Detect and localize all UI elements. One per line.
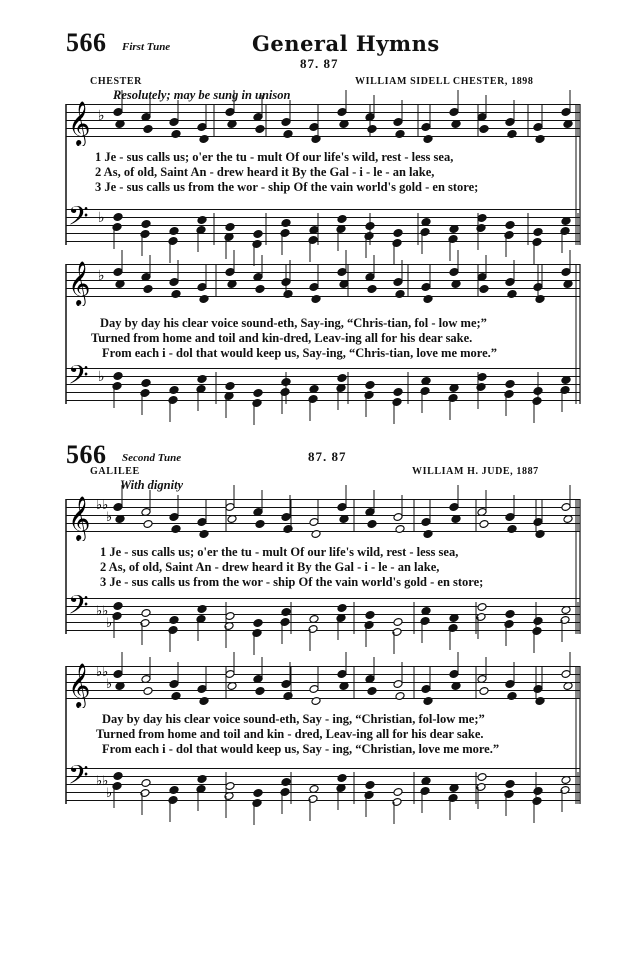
music-notation bbox=[66, 589, 582, 641]
music-notation bbox=[66, 658, 582, 708]
svg-text:♭: ♭ bbox=[98, 210, 105, 226]
music-notation bbox=[66, 256, 582, 306]
svg-text:𝄞: 𝄞 bbox=[68, 663, 91, 707]
verse-line: 2 As, of old, Saint An - drew heard it By the Gal - i - le - an lake, bbox=[95, 165, 435, 179]
composer-2: WILLIAM H. JUDE, 1887 bbox=[412, 466, 539, 477]
verse-line: From each i - dol that would keep us, Say - ing, “Christian, love me more.” bbox=[102, 742, 500, 756]
verse-line: 3 Je - sus calls us from the wor - ship Of the vain world's gold - en store; bbox=[100, 575, 484, 589]
music-notation bbox=[66, 96, 582, 146]
svg-text:♭♭: ♭♭ bbox=[96, 665, 109, 680]
music-notation bbox=[66, 759, 582, 811]
composer-1: WILLIAM SIDELL CHESTER, 1898 bbox=[355, 76, 534, 87]
page-title: General Hymns bbox=[252, 31, 440, 56]
svg-text:𝄞: 𝄞 bbox=[68, 261, 91, 305]
svg-text:♭♭: ♭♭ bbox=[96, 604, 109, 619]
svg-text:♭: ♭ bbox=[106, 510, 113, 525]
svg-text:𝄞: 𝄞 bbox=[68, 496, 91, 540]
meter-1: 87. 87 bbox=[300, 56, 339, 71]
tune-name-2: GALILEE bbox=[90, 466, 140, 477]
svg-text:𝄢: 𝄢 bbox=[68, 359, 89, 397]
music-notation bbox=[66, 200, 582, 252]
svg-text:𝄢: 𝄢 bbox=[68, 759, 89, 797]
verse-line: 2 As, of old, Saint An - drew heard it By the Gal - i - le - an lake, bbox=[100, 560, 440, 574]
music-notation bbox=[66, 359, 582, 411]
hymn-number-2: 566 bbox=[66, 440, 107, 469]
hymn-number-1: 566 bbox=[66, 28, 107, 57]
meter-2: 87. 87 bbox=[308, 449, 347, 464]
svg-text:𝄢: 𝄢 bbox=[68, 200, 89, 238]
verse-line: Turned from home and toil and kin-dred, Leav-ing all for his dear sake. bbox=[91, 331, 473, 345]
svg-text:♭: ♭ bbox=[98, 108, 105, 124]
verse-line: Day by day his clear voice sound-eth, Say-ing, “Chris-tian, fol - low me;” bbox=[100, 316, 487, 330]
svg-text:♭: ♭ bbox=[98, 268, 105, 284]
tempo-direction-1: Resolutely; may be sung in unison bbox=[113, 88, 291, 102]
verse-line: Turned from home and toil and kin - dred, Leav-ing all for his dear sake. bbox=[96, 727, 484, 741]
svg-text:♭♭: ♭♭ bbox=[96, 774, 109, 789]
tune-name-1: CHESTER bbox=[90, 76, 142, 87]
verse-line: From each i - dol that would keep us, Say-ing, “Chris-tian, love me more.” bbox=[102, 346, 498, 360]
svg-text:♭: ♭ bbox=[106, 786, 113, 801]
svg-text:𝄞: 𝄞 bbox=[68, 101, 91, 145]
music-notation bbox=[66, 491, 582, 541]
tune-label-1: First Tune bbox=[122, 41, 171, 53]
verse-line: 3 Je - sus calls us from the wor - ship Of the vain world's gold - en store; bbox=[95, 180, 479, 194]
svg-text:♭♭: ♭♭ bbox=[96, 498, 109, 513]
svg-text:♭: ♭ bbox=[106, 616, 113, 631]
tempo-direction-2: With dignity bbox=[120, 478, 184, 492]
svg-text:♭: ♭ bbox=[98, 369, 105, 385]
svg-text:♭: ♭ bbox=[106, 677, 113, 692]
verse-line: 1 Je - sus calls us; o'er the tu - mult Of our life's wild, rest - less sea, bbox=[95, 150, 454, 164]
svg-text:𝄢: 𝄢 bbox=[68, 589, 89, 627]
verse-line: 1 Je - sus calls us; o'er the tu - mult Of our life's wild, rest - less sea, bbox=[100, 545, 459, 559]
tune-label-2: Second Tune bbox=[122, 452, 182, 464]
verse-line: Day by day his clear voice sound-eth, Say - ing, “Christian, fol-low me;” bbox=[102, 712, 485, 726]
